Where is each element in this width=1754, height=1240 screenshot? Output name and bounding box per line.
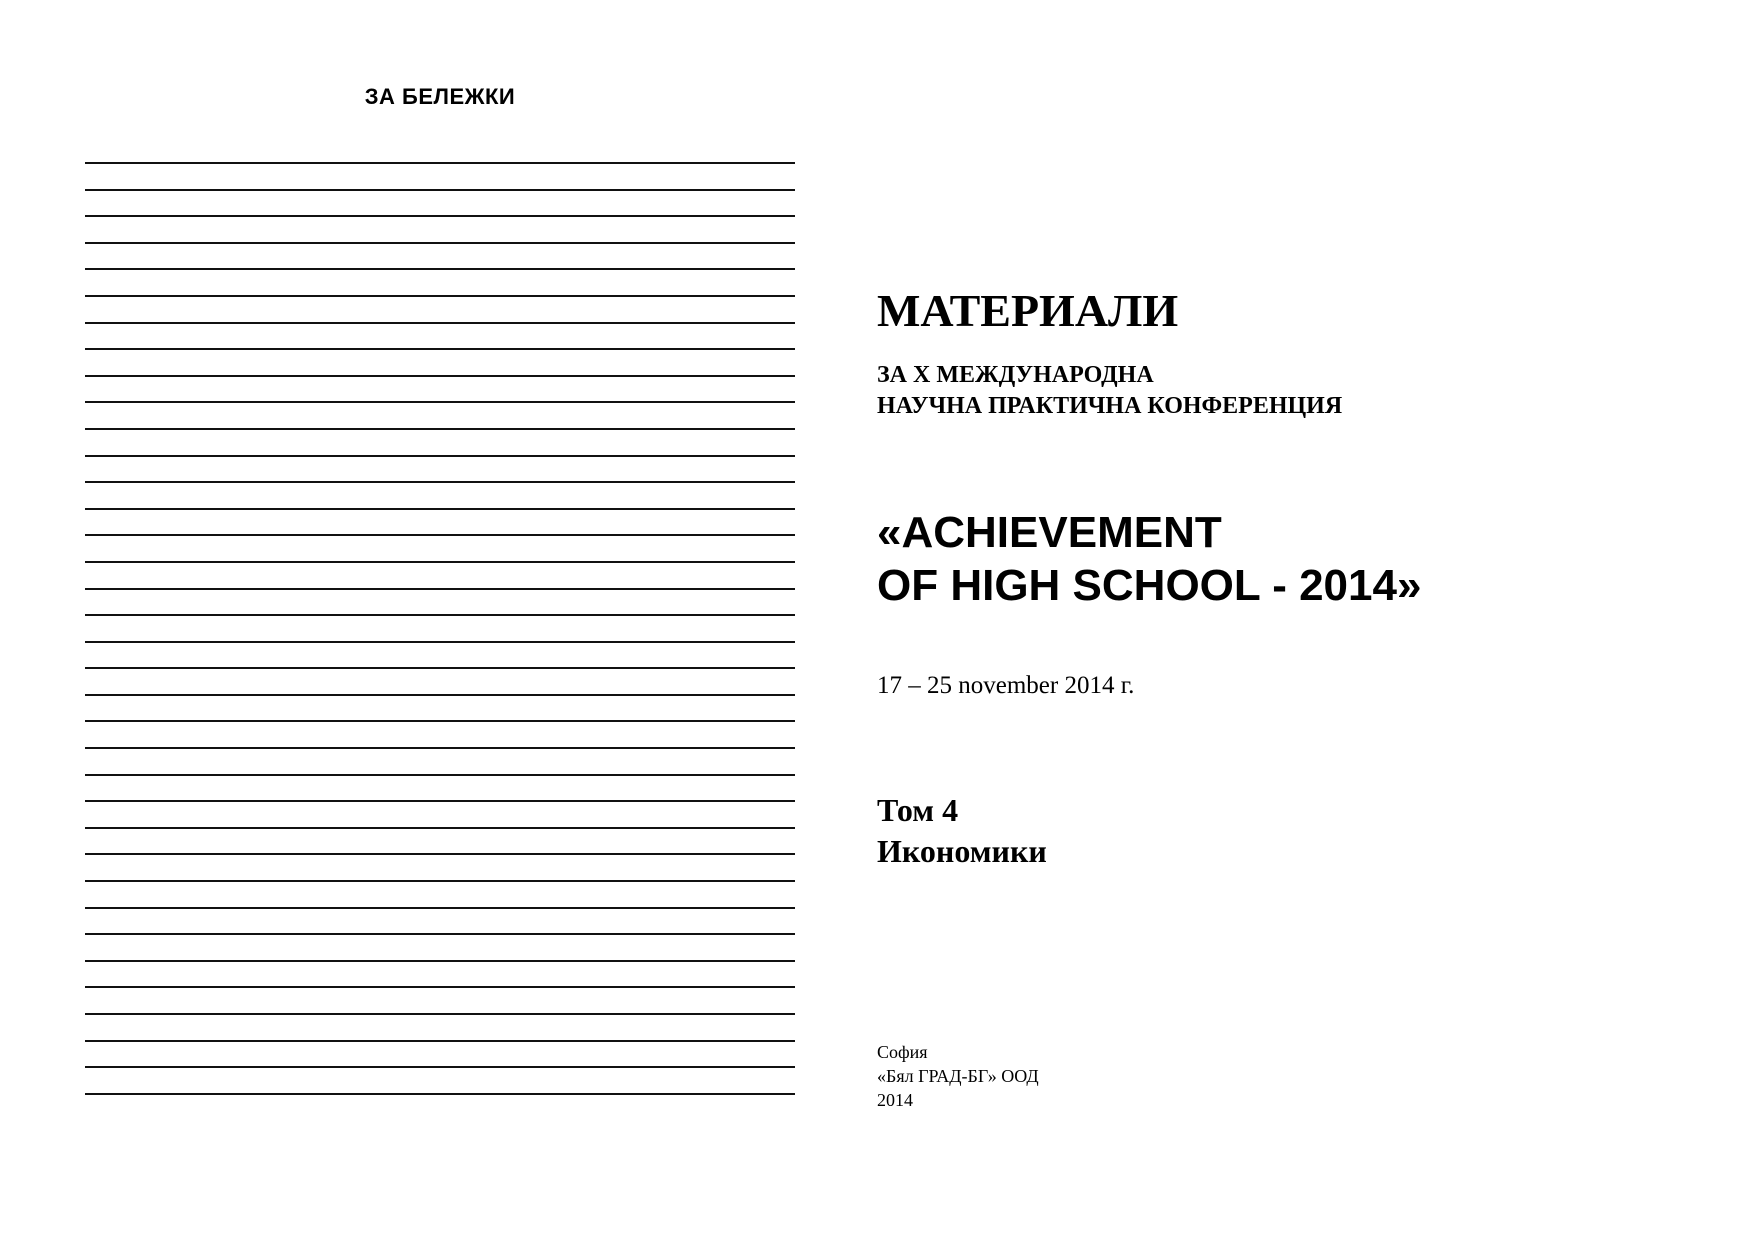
note-line — [85, 534, 795, 561]
note-line — [85, 720, 795, 747]
note-line — [85, 960, 795, 987]
note-line — [85, 189, 795, 216]
note-line — [85, 375, 795, 402]
note-line — [85, 667, 795, 694]
note-line — [85, 933, 795, 960]
note-line — [85, 481, 795, 508]
note-line — [85, 162, 795, 189]
note-line — [85, 561, 795, 588]
title-page — [877, 0, 1754, 1240]
note-line — [85, 641, 795, 668]
event-title-line: «ACHIEVEMENT — [877, 508, 1222, 557]
note-line — [85, 322, 795, 349]
event-title — [877, 506, 1754, 612]
note-line — [85, 215, 795, 242]
volume-section: Икономики — [877, 833, 1047, 869]
note-line — [85, 986, 795, 1013]
note-line — [85, 614, 795, 641]
volume-number: Том 4 — [877, 792, 959, 828]
note-line — [85, 694, 795, 721]
note-line — [85, 747, 795, 774]
publisher-block — [877, 1040, 1754, 1112]
notes-lines — [85, 162, 795, 1119]
note-line — [85, 827, 795, 854]
note-line — [85, 1013, 795, 1040]
note-line — [85, 853, 795, 880]
notes-heading: ЗА БЕЛЕЖКИ — [364, 84, 516, 109]
event-dates: 17 – 25 november 2014 г. — [877, 672, 1135, 699]
note-line — [85, 800, 795, 827]
note-line — [85, 588, 795, 615]
materials-title: МАТЕРИАЛИ — [877, 285, 1179, 336]
note-line — [85, 401, 795, 428]
note-line — [85, 1093, 795, 1120]
note-line — [85, 348, 795, 375]
publisher-year: 2014 — [877, 1090, 913, 1110]
note-line — [85, 455, 795, 482]
publisher-name: «Бял ГРАД-БГ» ООД — [877, 1066, 1039, 1086]
publisher-city: София — [877, 1042, 928, 1062]
note-line — [85, 1040, 795, 1067]
note-line — [85, 1066, 795, 1093]
event-title-line: OF HIGH SCHOOL - 2014» — [877, 561, 1422, 610]
conference-subtitle — [877, 360, 1754, 422]
conference-line: НАУЧНА ПРАКТИЧНА КОНФЕРЕНЦИЯ — [877, 393, 1343, 419]
note-line — [85, 907, 795, 934]
note-line — [85, 774, 795, 801]
volume-block — [877, 790, 1754, 872]
note-line — [85, 508, 795, 535]
note-line — [85, 880, 795, 907]
note-line — [85, 268, 795, 295]
note-line — [85, 428, 795, 455]
note-line — [85, 242, 795, 269]
note-line — [85, 295, 795, 322]
conference-line: ЗА X МЕЖДУНАРОДНА — [877, 362, 1154, 388]
